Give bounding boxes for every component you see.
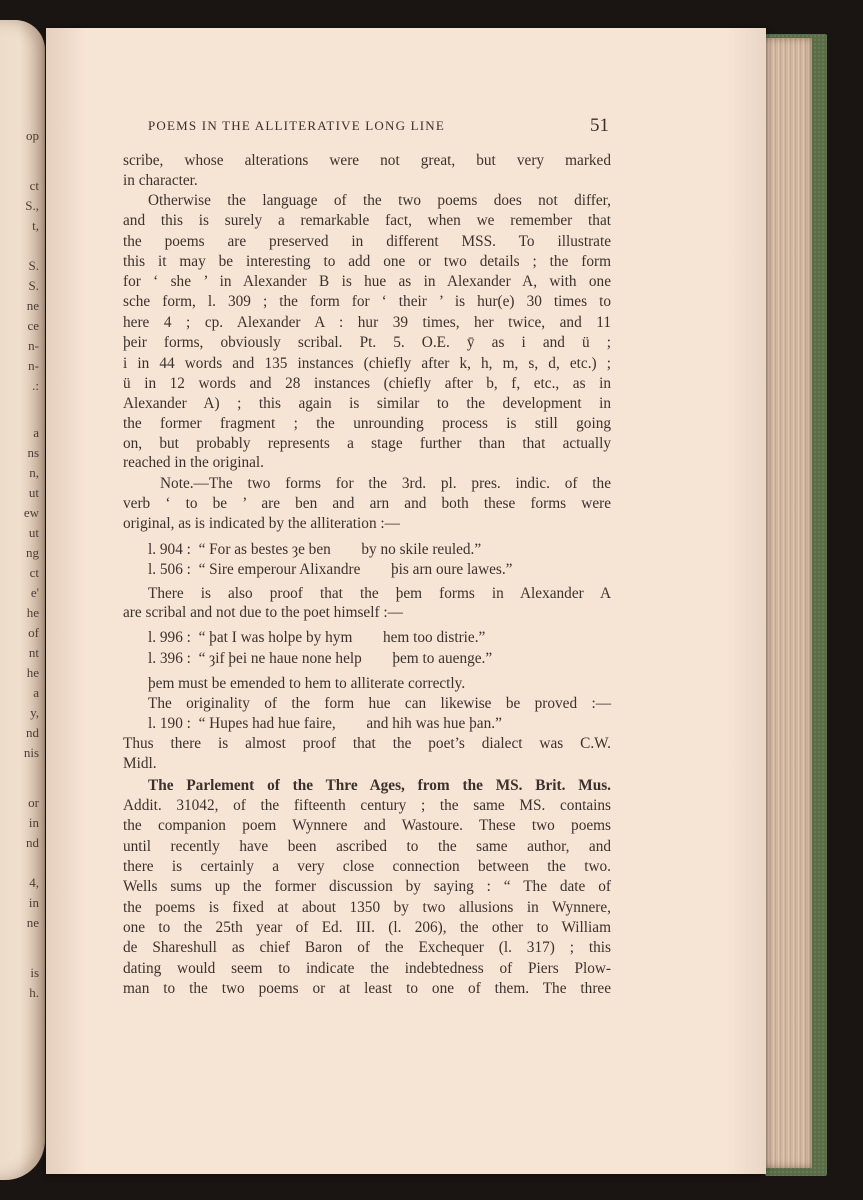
left-page-fragment: n- (28, 358, 39, 373)
text-line: here 4 ; cp. Alexander A : hur 39 times, her twice, and 11 (123, 314, 611, 331)
text-line: The originality of the form hue can likewise be proved :— (148, 695, 611, 712)
left-page-fragment: is (30, 965, 39, 980)
left-page-fragment: of (28, 625, 39, 640)
text-line: in character. (123, 172, 198, 189)
text-line: on, but probably represents a stage further than that actually (123, 435, 611, 452)
text-line: l. 506 : “ Sire emperour Alixandre þis arn oure lawes.” (148, 561, 513, 578)
left-page-fragment: y, (30, 705, 39, 720)
left-page-fragment: ut (28, 485, 39, 500)
left-page-fragment: n, (29, 465, 39, 480)
left-page-fragment: n- (28, 338, 39, 353)
left-page-fragment: nt (28, 645, 39, 660)
left-page-fragment: S. (28, 258, 39, 273)
text-line: scribe, whose alterations were not great, but very marked (123, 152, 611, 169)
left-page-fragment: ns (27, 445, 39, 460)
text-line: Alexander A) ; this again is similar to the development in (123, 395, 611, 412)
left-page-fragment: ct (29, 178, 39, 193)
text-line: reached in the original. (123, 454, 265, 471)
left-page-fragment: 4, (29, 875, 39, 890)
text-line: Otherwise the language of the two poems does not differ, (148, 192, 611, 209)
left-page-fragment: ut (28, 525, 39, 540)
text-line: and this is surely a remarkable fact, when we remember that (123, 212, 611, 229)
running-title: POEMS IN THE ALLITERATIVE LONG LINE (148, 118, 446, 133)
text-line: one to the 25th year of Ed. III. (l. 206), the other to William (123, 919, 611, 936)
left-page-fragment: he (26, 665, 39, 680)
text-line: the poems is fixed at about 1350 by two allusions in Wynnere, (123, 899, 611, 916)
text-line: i in 44 words and 135 instances (chiefly after k, h, m, s, d, etc.) ; (123, 355, 611, 372)
text-line: Note.—The two forms for the 3rd. pl. pres. indic. of the (160, 475, 611, 492)
left-page-fragment: ce (27, 318, 39, 333)
left-page-fragment: nd (26, 725, 39, 740)
left-page-fragment: ew (23, 505, 39, 520)
text-line: are scribal and not due to the poet himself :— (123, 604, 403, 621)
text-line: the poems are preserved in different MSS. To illustrate (123, 233, 611, 250)
text-line: l. 190 : “ Hupes had hue faire, and hih was hue þan.” (148, 715, 502, 732)
left-page-fragment: ng (26, 545, 39, 560)
left-page-fragment: S. (28, 278, 39, 293)
left-page-fragment: a (33, 685, 39, 700)
left-page-fragment: e' (30, 585, 39, 600)
text-line: Midl. (123, 755, 157, 772)
text-line: original, as is indicated by the alliteration :— (123, 515, 400, 532)
text-line: The Parlement of the Thre Ages, from the MS. Brit. Mus. (148, 777, 611, 794)
text-line: the companion poem Wynnere and Wastoure. These two poems (123, 817, 611, 834)
text-line: Addit. 31042, of the fifteenth century ; the same MS. contains (123, 797, 611, 814)
text-line: there is certainly a very close connection between the two. (123, 858, 611, 875)
text-line: l. 396 : “ ȝif þei ne haue none help þem to auenge.” (148, 650, 493, 667)
left-page-fragment: .: (32, 378, 39, 393)
left-page-fragment: op (26, 128, 39, 143)
left-page-fragment: nis (23, 745, 39, 760)
text-line: þeir forms, obviously scribal. Pt. 5. O.E. ȳ as i and ü ; (123, 334, 611, 351)
text-line: dating would seem to indicate the indebtedness of Piers Plow- (123, 960, 611, 977)
left-page-fragment: nd (26, 835, 39, 850)
left-page-fragment: t, (32, 218, 39, 233)
text-line: sche form, l. 309 ; the form for ‘ their ’ is hur(e) 30 times to (123, 293, 611, 310)
text-line: this it may be interesting to add one or two details ; the form (123, 253, 611, 270)
left-page-fragment: or (28, 795, 39, 810)
text-line: There is also proof that the þem forms in Alexander A (148, 585, 611, 602)
text-line: ü in 12 words and 28 instances (chiefly after b, f, etc., as in (123, 375, 611, 392)
text-line: l. 996 : “ þat I was holpe by hym hem too distrie.” (148, 629, 486, 646)
page-number: 51 (590, 115, 609, 136)
text-line: l. 904 : “ For as bestes ȝe ben by no skile reuled.” (148, 541, 482, 558)
left-page-fragment: a (33, 425, 39, 440)
text-line: the former fragment ; the unrounding process is still going (123, 415, 611, 432)
left-page-fragment: h. (29, 985, 39, 1000)
left-page-fragment: ne (26, 915, 39, 930)
text-line: verb ‘ to be ’ are ben and arn and both these forms were (123, 495, 611, 512)
left-page-fragment: he (26, 605, 39, 620)
left-page-fragment: S., (25, 198, 39, 213)
left-page-fragment: ne (26, 298, 39, 313)
text-line: þem must be emended to hem to alliterate correctly. (148, 675, 466, 692)
text-line: de Shareshull as chief Baron of the Exchequer (l. 317) ; this (123, 939, 611, 956)
text-line: until recently have been ascribed to the same author, and (123, 838, 611, 855)
left-page-fragment: in (28, 815, 39, 830)
left-page-fragment: ct (29, 565, 39, 580)
text-line: for ‘ she ’ in Alexander B is hue as in Alexander A, with one (123, 273, 611, 290)
left-facing-page (0, 20, 45, 1180)
text-line: Thus there is almost proof that the poet’s dialect was C.W. (123, 735, 611, 752)
text-line: Wells sums up the former discussion by saying : “ The date of (123, 878, 611, 895)
page-block-edges (762, 38, 812, 1168)
left-page-fragment: in (28, 895, 39, 910)
text-line: man to the two poems or at least to one of them. The three (123, 980, 611, 997)
